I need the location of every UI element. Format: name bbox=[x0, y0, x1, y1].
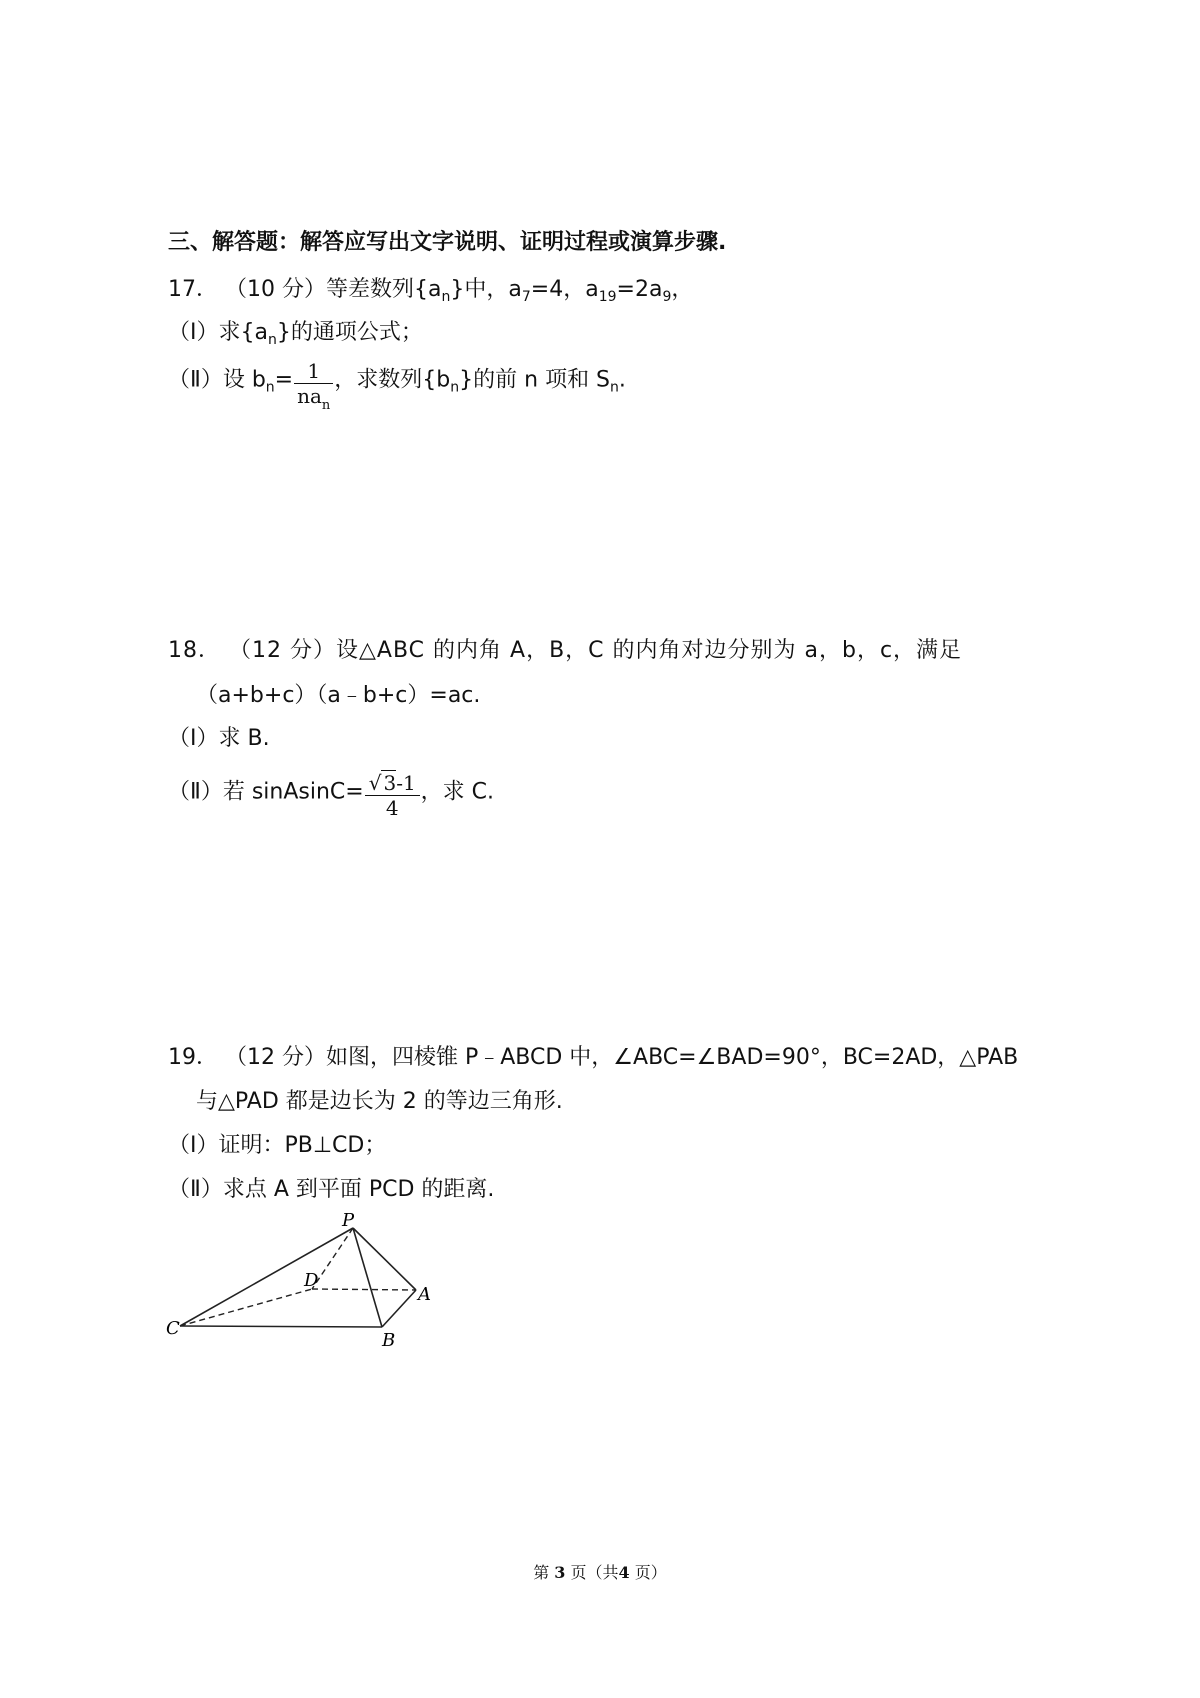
q17-part1-text: （Ⅰ）求{a bbox=[168, 320, 268, 345]
fraction-numerator bbox=[365, 771, 420, 796]
page-footer bbox=[0, 1560, 1200, 1583]
q18-number: 18． bbox=[168, 638, 221, 663]
sub: n bbox=[267, 332, 277, 348]
q19-stem2: 与△PAD 都是边长为 2 的等边三角形. bbox=[196, 1089, 563, 1114]
fraction-denominator bbox=[294, 384, 333, 413]
q18-part2-text: ，求 C. bbox=[420, 779, 495, 805]
q17-points: （10 分） bbox=[225, 277, 326, 302]
q17-text: }中，a bbox=[450, 277, 522, 302]
q17-text: =4，a bbox=[530, 277, 599, 302]
q17-text: ， bbox=[671, 277, 694, 302]
vertex-label-C: C bbox=[166, 1318, 180, 1339]
q19-number: 19． bbox=[168, 1045, 218, 1070]
sub: n bbox=[450, 379, 460, 396]
q17-part1 bbox=[168, 318, 423, 348]
edge-PC bbox=[180, 1228, 353, 1326]
vertex-label-P: P bbox=[342, 1210, 355, 1231]
fraction-numerator: 1 bbox=[294, 359, 333, 384]
fraction-sqrt3-minus-1-over-4 bbox=[365, 771, 420, 820]
sqrt: √ 3 bbox=[368, 771, 397, 795]
q18-stem bbox=[168, 636, 962, 666]
sub: n bbox=[321, 398, 331, 413]
q18-part2-text: （Ⅱ）若 sinAsinC= bbox=[168, 779, 364, 805]
q19-text: 如图，四棱锥 P﹣ABCD 中，∠ABC=∠BAD=90°，BC=2AD，△PAB bbox=[326, 1045, 1019, 1070]
q18-part1: （Ⅰ）求 B. bbox=[168, 726, 270, 751]
edge-DA bbox=[312, 1289, 416, 1290]
sub: n bbox=[441, 289, 451, 305]
pyramid-figure bbox=[160, 1210, 450, 1360]
q17-part2 bbox=[168, 356, 626, 413]
q18-stem2: （a+b+c）（a﹣b+c）=ac. bbox=[196, 683, 481, 708]
q17-part2-text: ，求数列{b bbox=[334, 367, 451, 393]
fraction-1-over-nan bbox=[294, 359, 333, 413]
vertex-label-D: D bbox=[304, 1270, 319, 1291]
num-rest: -1 bbox=[396, 771, 416, 795]
q17-part2-text: （Ⅱ）设 b bbox=[168, 367, 266, 393]
q17-part1-text: }的通项公式； bbox=[276, 320, 423, 345]
sub: n bbox=[610, 379, 619, 396]
sub: 9 bbox=[662, 289, 672, 305]
vertex-label-A: A bbox=[418, 1284, 431, 1305]
q19-stem bbox=[168, 1043, 1018, 1073]
q19-part2: （Ⅱ）求点 A 到平面 PCD 的距离. bbox=[168, 1177, 495, 1202]
radicand: 3 bbox=[383, 771, 397, 795]
q17-number: 17． bbox=[168, 277, 218, 302]
q17-text: 等差数列{a bbox=[326, 277, 442, 302]
edge-CD bbox=[180, 1289, 312, 1326]
q17-part2-text: }的前 n 项和 S bbox=[459, 367, 611, 393]
section-header: 三、解答题：解答应写出文字说明、证明过程或演算步骤. bbox=[168, 230, 727, 255]
edge-CB bbox=[180, 1326, 382, 1327]
page-number: 3 bbox=[554, 1563, 566, 1582]
q17-stem bbox=[168, 275, 693, 305]
q19-points: （12 分） bbox=[225, 1045, 326, 1070]
footer-text: 第 bbox=[533, 1563, 550, 1582]
edge-BA bbox=[382, 1290, 416, 1327]
q17-part2-text: . bbox=[618, 367, 626, 393]
fraction-denominator: 4 bbox=[385, 796, 399, 820]
den-text: na bbox=[297, 384, 322, 408]
footer-text: 页） bbox=[634, 1563, 667, 1582]
sub: n bbox=[265, 379, 275, 396]
footer-text: 页（共 bbox=[570, 1563, 619, 1582]
total-pages: 4 bbox=[618, 1563, 630, 1582]
q19-part1: （Ⅰ）证明：PB⊥CD； bbox=[168, 1133, 387, 1158]
vertex-label-B: B bbox=[382, 1330, 396, 1351]
q17-part2-text: = bbox=[274, 367, 294, 393]
q17-text: =2a bbox=[616, 277, 663, 302]
sub: 19 bbox=[598, 289, 617, 305]
sub: 7 bbox=[521, 289, 531, 305]
q18-part2 bbox=[168, 768, 495, 820]
q18-points: （12 分） bbox=[229, 638, 336, 663]
q18-text: 设△ABC 的内角 A，B，C 的内角对边分别为 a，b，c，满足 bbox=[336, 638, 963, 663]
